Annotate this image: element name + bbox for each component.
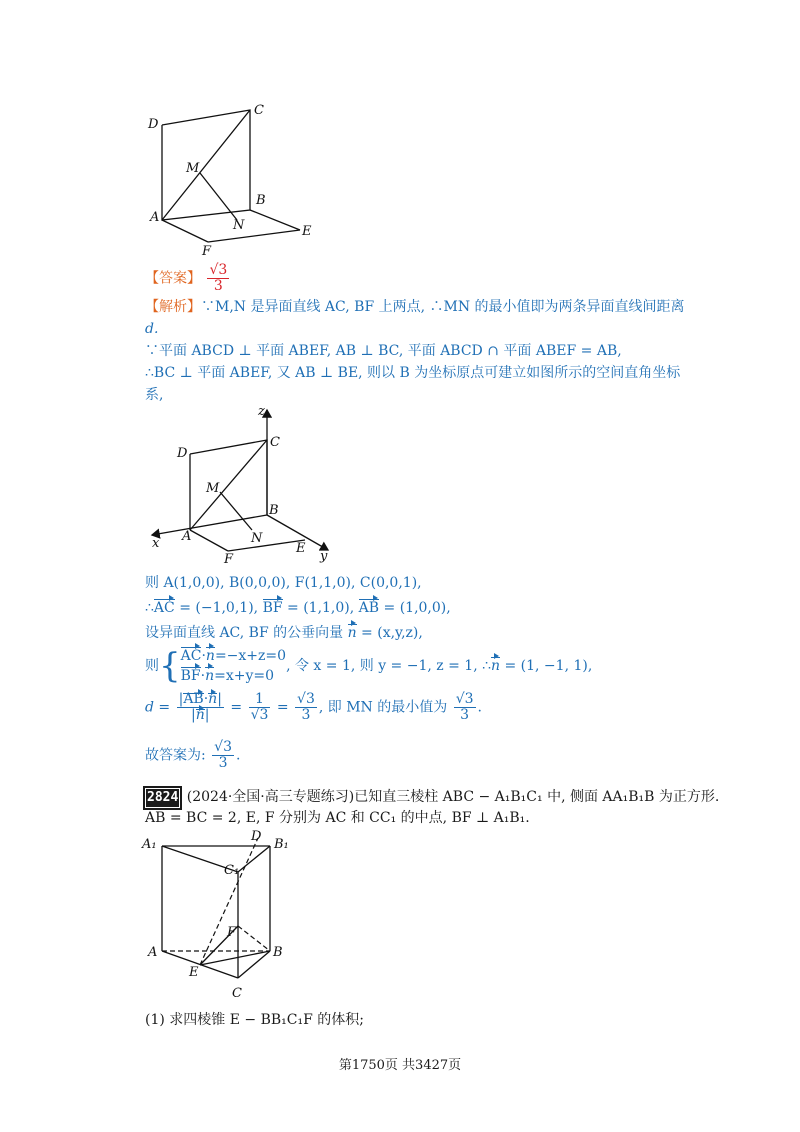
distance-prefix: d = bbox=[145, 699, 175, 716]
vector-BF-value: = (1,1,0), bbox=[282, 600, 359, 616]
figure-2 bbox=[140, 402, 350, 572]
answer-fraction bbox=[207, 263, 229, 294]
label-N: N bbox=[233, 218, 245, 233]
step-system: 则{ AC·n=−x+z=0 BF·n=x+y=0 , 令 x = 1, 则 y = −1, z = 1, ∴n = (1, −1, 1), bbox=[145, 646, 593, 686]
label-D: D bbox=[251, 829, 262, 844]
final-prefix: 故答案为: bbox=[145, 747, 211, 764]
analysis-line-3b: 系, bbox=[145, 387, 164, 403]
figure-3 bbox=[140, 826, 300, 1011]
vector-AC: AC bbox=[153, 600, 175, 616]
step-vectors bbox=[145, 598, 451, 618]
label-F: F bbox=[224, 552, 234, 567]
vector-BF: BF bbox=[262, 600, 283, 616]
label-A: A bbox=[182, 529, 192, 544]
label-C: C bbox=[270, 435, 280, 450]
analysis-text-1: ∵M,N 是异面直线 AC, BF 上两点, ∴MN 的最小值即为两条异面直线间距离 bbox=[201, 299, 685, 315]
fraction-root3-over-3: $\frac{√3}{3}$ bbox=[297, 691, 315, 723]
answer-line bbox=[145, 263, 231, 294]
problem-line-1 bbox=[143, 786, 719, 810]
fraction-min-value: $\frac{√3}{3}$ bbox=[455, 691, 474, 723]
question-1: (1) 求四棱锥 E − BB₁C₁F 的体积; bbox=[145, 1012, 364, 1028]
axis-label-y: y bbox=[320, 549, 328, 564]
normal-prefix: 设异面直线 AC, BF 的公垂向量 bbox=[145, 625, 348, 641]
system-suffix: , 令 x = 1, 则 y = −1, z = 1, ∴ bbox=[286, 658, 491, 674]
problem-statement-1: (2024·全国·高三专题练习)已知直三棱柱 ABC − A₁B₁C₁ 中, 侧面 AA₁B₁B 为正方形. bbox=[186, 789, 720, 805]
label-F: F bbox=[202, 244, 212, 259]
answer-tag: 【答案】 bbox=[145, 270, 201, 287]
final-answer: 故答案为: $\frac{√3}{3}$ . bbox=[145, 739, 241, 771]
distance-suffix: , 即 MN 的最小值为 bbox=[318, 699, 452, 716]
label-B: B bbox=[273, 945, 283, 960]
label-D: D bbox=[177, 446, 188, 461]
answer-denominator: 3 bbox=[213, 278, 223, 294]
fraction-1-over-root3: $\frac{1}{√3}$ bbox=[250, 691, 269, 723]
label-C: C bbox=[254, 103, 264, 118]
distance-fraction: $\frac{|AB\cdot n|}{|n|}$ bbox=[178, 691, 222, 723]
analysis-line-1b: d. bbox=[145, 321, 159, 337]
label-F: F bbox=[227, 925, 237, 940]
label-C1: C₁ bbox=[224, 863, 240, 878]
problem-number-badge: 2824 bbox=[143, 786, 182, 810]
vector-AB: AB bbox=[358, 600, 380, 616]
answer-numerator: √3 bbox=[209, 262, 228, 278]
analysis-line-2: ∵平面 ABCD ⊥ 平面 ABEF, AB ⊥ BC, 平面 ABCD ∩ 平面 ABEF = AB, bbox=[145, 343, 622, 359]
final-fraction: $\frac{√3}{3}$ bbox=[214, 739, 232, 771]
label-B1: B₁ bbox=[274, 837, 289, 852]
step-coords: 则 A(1,0,0), B(0,0,0), F(1,1,0), C(0,0,1), bbox=[145, 575, 422, 591]
system-result: = (1, −1, 1), bbox=[500, 658, 593, 674]
analysis-line-1 bbox=[145, 297, 685, 317]
problem-line-2: AB = BC = 2, E, F 分别为 AC 和 CC₁ 的中点, BF ⊥ A₁B₁. bbox=[145, 810, 530, 826]
figure-1 bbox=[140, 95, 340, 260]
normal-suffix: = (x,y,z), bbox=[356, 625, 423, 641]
therefore-symbol: ∴ bbox=[145, 600, 154, 616]
label-B: B bbox=[269, 503, 279, 518]
vector-AC-value: = (−1,0,1), bbox=[174, 600, 263, 616]
axis-label-z: z bbox=[258, 404, 265, 419]
page-footer: 第1750页 共3427页 bbox=[338, 1058, 462, 1073]
label-D: D bbox=[148, 117, 159, 132]
label-E: E bbox=[189, 965, 199, 980]
step-normal bbox=[145, 623, 423, 643]
label-N: N bbox=[251, 531, 263, 546]
label-M: M bbox=[186, 161, 200, 176]
label-A: A bbox=[150, 210, 160, 225]
label-E: E bbox=[302, 224, 312, 239]
label-A: A bbox=[148, 945, 158, 960]
label-M: M bbox=[206, 481, 220, 496]
label-E: E bbox=[296, 541, 306, 556]
vector-n: n bbox=[347, 625, 357, 641]
system-prefix: 则 bbox=[145, 658, 159, 674]
axis-label-x: x bbox=[152, 536, 160, 551]
label-B: B bbox=[256, 193, 266, 208]
analysis-tag: 【解析】 bbox=[145, 299, 201, 315]
step-distance: d = $\frac{|AB\cdot n|}{|n|}$ = $\frac{1}{√3}$ = $\frac{√3}{3}$ , 即 MN 的最小值为 $\frac{√3}{3}$ . bbox=[145, 691, 482, 723]
label-C: C bbox=[232, 986, 242, 1001]
vector-AB-value: = (1,0,0), bbox=[379, 600, 451, 616]
vector-n-result: n bbox=[491, 658, 501, 674]
label-A1: A₁ bbox=[142, 837, 157, 852]
analysis-line-3: ∴BC ⊥ 平面 ABEF, 又 AB ⊥ BE, 则以 B 为坐标原点可建立如图所示的空间直角坐标 bbox=[145, 365, 681, 381]
equation-system: AC·n=−x+z=0 BF·n=x+y=0 bbox=[180, 648, 287, 684]
